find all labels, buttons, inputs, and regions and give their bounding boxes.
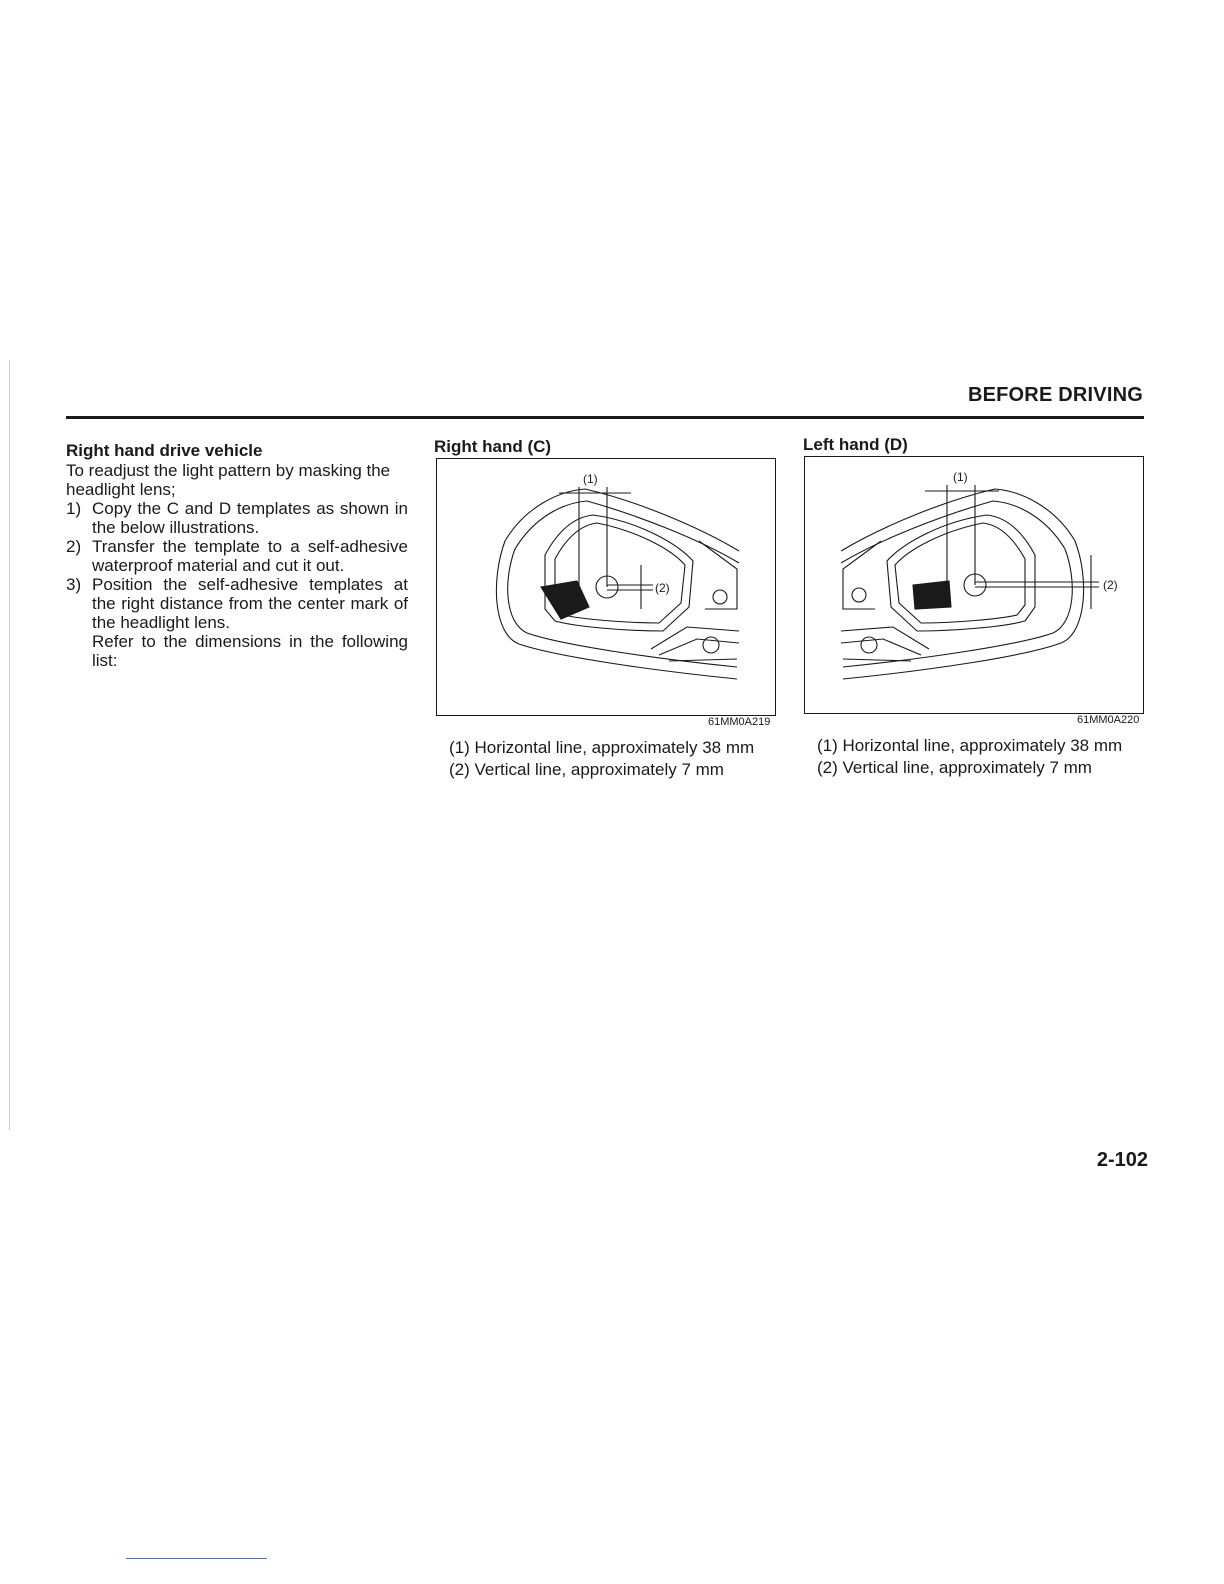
step-note: Refer to the dimensions in the following list:	[92, 632, 408, 670]
lower-lines	[841, 627, 929, 661]
figure-d-title: Left hand (D)	[803, 435, 908, 454]
figure-d-illustration	[804, 456, 1144, 714]
headlight-diagram-left	[805, 457, 1143, 713]
callout-2: (2)	[1103, 578, 1118, 592]
legend-text: Horizontal line, approximately 38 mm	[842, 736, 1123, 755]
step-text: Copy the C and D templates as shown in the below illustrations.	[92, 499, 408, 537]
legend-number: (1)	[817, 736, 838, 755]
step-number: 3)	[66, 575, 82, 594]
legend-item	[449, 737, 754, 759]
instruction-step	[66, 537, 408, 575]
lens-outline	[841, 489, 1084, 679]
figure-c-legend	[449, 737, 754, 781]
lower-lines	[651, 627, 739, 661]
header-rule	[66, 416, 1144, 419]
lens-inner-outline	[841, 501, 1072, 667]
lower-circle	[861, 637, 877, 653]
callout-1: (1)	[953, 470, 968, 484]
legend-text: Vertical line, approximately 7 mm	[842, 758, 1092, 777]
legend-number: (2)	[449, 760, 470, 779]
section-header: BEFORE DRIVING	[967, 384, 1143, 406]
figure-c-code: 61MM0A219	[708, 716, 771, 728]
instructions-heading: Right hand drive vehicle	[66, 441, 263, 460]
legend-text: Vertical line, approximately 7 mm	[474, 760, 724, 779]
figure-c-illustration	[436, 458, 776, 716]
side-marker-circle	[852, 588, 866, 602]
legend-text: Horizontal line, approximately 38 mm	[474, 738, 755, 757]
step-text: Position the self-adhesive templates at the right distance from the center mark of the headlight lens.	[92, 575, 408, 632]
figure-c-title: Right hand (C)	[434, 437, 552, 456]
lens-inner-outline	[508, 501, 739, 667]
legend-number: (1)	[449, 738, 470, 757]
callout-1: (1)	[583, 472, 598, 486]
page-number: 2-102	[1096, 1149, 1148, 1171]
reflector-housing	[887, 515, 1035, 631]
scan-margin-line	[9, 360, 10, 1130]
step-number: 2)	[66, 537, 82, 556]
instruction-step	[66, 575, 408, 670]
figure-d-code: 61MM0A220	[1077, 714, 1140, 726]
legend-number: (2)	[817, 758, 838, 777]
step-number: 1)	[66, 499, 82, 518]
footer-rule	[126, 1558, 267, 1559]
instruction-steps	[66, 499, 408, 670]
callout-2: (2)	[655, 581, 670, 595]
side-marker-circle	[713, 590, 727, 604]
lower-circle	[703, 637, 719, 653]
step-text: Transfer the template to a self-adhesive waterproof material and cut it out.	[92, 537, 408, 575]
figure-d-legend	[817, 735, 1122, 779]
legend-item	[449, 759, 754, 781]
instructions-intro: To readjust the light pattern by masking the headlight lens;	[66, 461, 391, 499]
mask-area	[913, 581, 951, 609]
instructions-column	[66, 441, 408, 670]
instruction-step	[66, 499, 408, 537]
legend-item	[817, 735, 1122, 757]
headlight-diagram-right	[437, 459, 775, 715]
legend-item	[817, 757, 1122, 779]
